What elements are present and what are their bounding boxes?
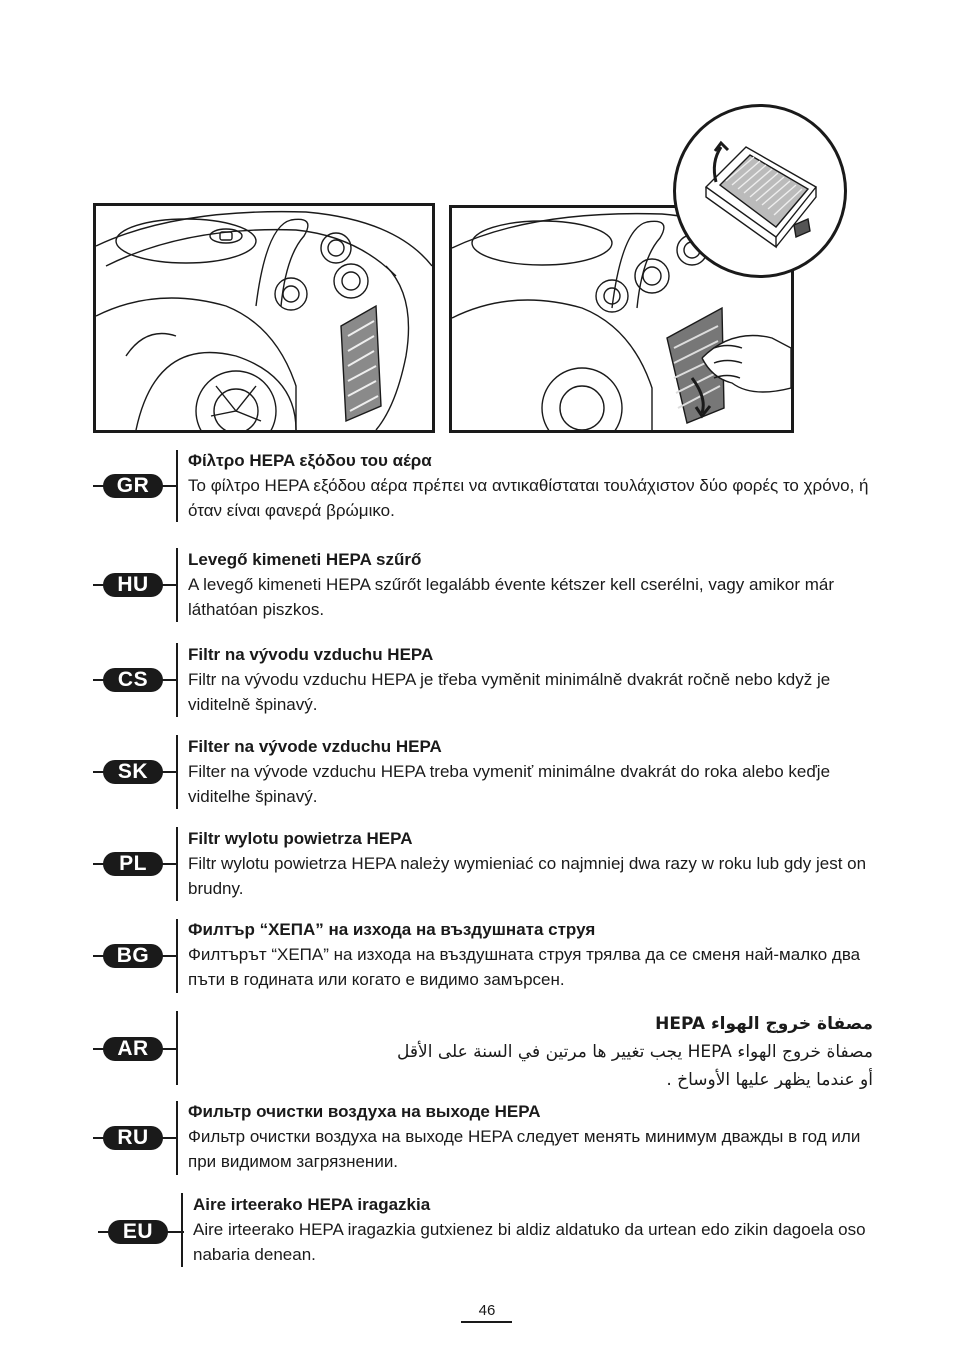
- section-title: مصفاة خروج الهواء HEPA: [655, 1014, 873, 1034]
- page-number-underline: [461, 1321, 512, 1323]
- section-title: Filtr na vývodu vzduchu HEPA: [188, 645, 434, 664]
- section-body: Filter na vývode vzduchu HEPA treba vymeniť minimálne dvakrát do roka alebo keďje viditelhe špinavý.: [188, 762, 831, 806]
- section-body: Aire irteerako HEPA iragazkia gutxienez bi aldiz aldatuko da urtean edo zikin dagoela oso nabaria denean.: [193, 1220, 866, 1264]
- section-divider: [176, 1101, 178, 1175]
- section-title: Фильтр очистки воздуха на выходе HEPA: [188, 1102, 541, 1121]
- language-badge: BG: [103, 944, 163, 968]
- language-badge: AR: [103, 1037, 163, 1061]
- section-body: A levegő kimeneti HEPA szűrőt legalább évente kétszer kell cserélni, vagy amikor már láthatóan piszkos.: [188, 575, 834, 619]
- section-body: Филтърът “ХЕПА” на изхода на въздушната струя трялва да се сменя най-малко два пъти в годината или когато е видимо замърсен.: [188, 945, 861, 989]
- section-text: [188, 547, 892, 622]
- vacuum-filter-illustration: [93, 203, 435, 433]
- section-title: Aire irteerako HEPA iragazkia: [193, 1195, 431, 1214]
- language-badge: SK: [103, 760, 163, 784]
- section-divider: [176, 643, 178, 717]
- language-badge: GR: [103, 474, 163, 498]
- section-text: [188, 448, 892, 523]
- section-divider: [176, 450, 178, 522]
- section-text: [188, 917, 892, 992]
- section-text: [188, 734, 892, 809]
- language-badge: EU: [108, 1220, 168, 1244]
- section-text: [188, 642, 892, 717]
- section-text: [193, 1192, 898, 1267]
- section-title: Филтър “ХЕПА” на изхода на въздушната струя: [188, 920, 596, 939]
- language-badge: RU: [103, 1126, 163, 1150]
- page-number: 46: [478, 1302, 496, 1319]
- section-body: Фильтр очистки воздуха на выходе HEPA следует менять минимум дважды в год или при видимом загрязнении.: [188, 1127, 861, 1171]
- section-divider: [176, 1011, 178, 1085]
- language-badge: HU: [103, 573, 163, 597]
- section-text: [190, 1010, 873, 1094]
- section-text: [188, 1099, 892, 1174]
- section-body-line2: أو عندما يظهر عليها الأوساخ .: [666, 1070, 873, 1090]
- section-title: Φίλτρο HEPA εξόδου του αέρα: [188, 451, 432, 470]
- section-body: Το φίλτρο HEPA εξόδου αέρα πρέπει να αντικαθίσταται τουλάχιστον δύο φορές το χρόνο, ή όταν είναι φανερά βρώμικο.: [188, 476, 869, 520]
- section-title: Filter na vývode vzduchu HEPA: [188, 737, 442, 756]
- hepa-filter-closeup: [673, 104, 847, 278]
- section-title: Levegő kimeneti HEPA szűrő: [188, 550, 422, 569]
- section-body: مصفاة خروج الهواء HEPA يجب تغيير ها مرتين في السنة على الأقل: [397, 1042, 873, 1062]
- language-badge: PL: [103, 852, 163, 876]
- section-title: Filtr wylotu powietrza HEPA: [188, 829, 413, 848]
- language-badge: CS: [103, 668, 163, 692]
- section-divider: [176, 827, 178, 901]
- section-body: Filtr wylotu powietrza HEPA należy wymieniać co najmniej dwa razy w roku lub gdy jest on brudny.: [188, 854, 867, 898]
- section-divider: [176, 548, 178, 622]
- section-text: [188, 826, 892, 901]
- section-divider: [176, 735, 178, 809]
- section-divider: [181, 1193, 183, 1267]
- section-divider: [176, 919, 178, 993]
- section-body: Filtr na vývodu vzduchu HEPA je třeba vyměnit minimálně dvakrát ročně nebo když je viditelně špinavý.: [188, 670, 831, 714]
